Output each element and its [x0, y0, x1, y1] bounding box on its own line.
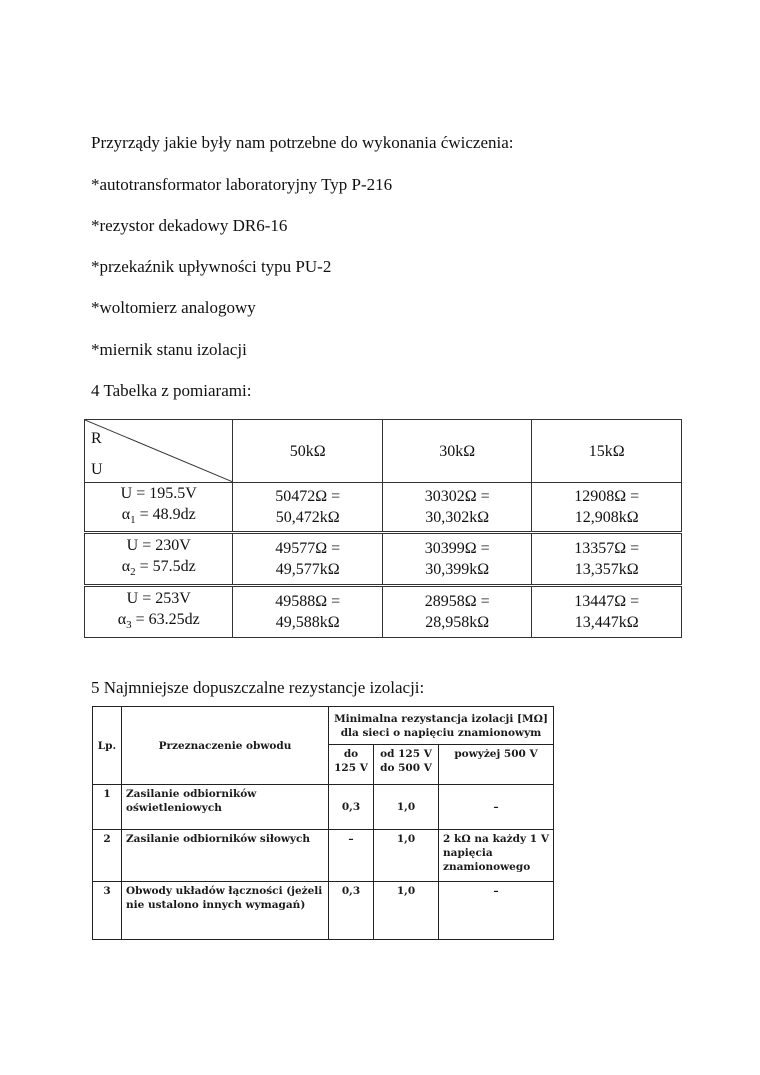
voltage-value: U = 230V — [126, 537, 191, 555]
resistance-cell: 49588Ω = 49,588kΩ — [233, 586, 383, 638]
value-cell: 2 kΩ na każdy 1 V napięcia znamionowego — [439, 829, 554, 881]
voltage-cell — [85, 586, 233, 638]
column-header: 30kΩ — [382, 420, 532, 483]
purpose-cell: Obwody układów łączności (jeżeli nie ustalono innych wymagań) — [122, 881, 329, 939]
value-cell: – — [329, 829, 374, 881]
table-row — [93, 785, 554, 829]
column-header: 50kΩ — [233, 420, 383, 483]
value-cell: 0,3 — [329, 785, 374, 829]
table-row — [85, 533, 682, 586]
corner-label-r: R — [91, 430, 102, 447]
resistance-cell: 30302Ω = 30,302kΩ — [382, 483, 532, 533]
voltage-cell — [85, 483, 233, 533]
value-cell: 0,3 — [329, 881, 374, 939]
corner-label-u: U — [91, 461, 103, 478]
measurement-table — [84, 419, 682, 638]
voltage-value: U = 253V — [126, 590, 191, 608]
table-row — [93, 829, 554, 881]
instrument-item: *przekaźnik upływności typu PU-2 — [91, 257, 332, 276]
resistance-cell: 49577Ω = 49,577kΩ — [233, 533, 383, 586]
voltage-subheader: do 125 V — [329, 745, 374, 785]
resistance-group-header: Minimalna rezystancja izolacji [MΩ] dla sieci o napięciu znamionowym — [329, 707, 554, 745]
instrument-item: *woltomierz analogowy — [91, 298, 256, 317]
value-cell: – — [439, 785, 554, 829]
section-5-heading: 5 Najmniejsze dopuszczalne rezystancje izolacji: — [91, 678, 425, 697]
instrument-item: *autotransformator laboratoryjny Typ P-216 — [91, 175, 393, 194]
instrument-item: *rezystor dekadowy DR6-16 — [91, 216, 288, 235]
insulation-standards-table — [92, 706, 554, 940]
value-cell: 1,0 — [374, 881, 439, 939]
corner-cell — [85, 420, 233, 483]
table-header-row — [93, 707, 554, 745]
alpha-value: $\alpha_2 = 57.5dz$ — [121, 558, 196, 579]
resistance-cell: 13447Ω = 13,447kΩ — [532, 586, 682, 638]
resistance-cell: 30399Ω = 30,399kΩ — [382, 533, 532, 586]
lp-header: Lp. — [93, 707, 122, 785]
purpose-header: Przeznaczenie obwodu — [122, 707, 329, 785]
value-cell: 1,0 — [374, 829, 439, 881]
alpha-value: $\alpha_1 = 48.9dz$ — [121, 506, 196, 527]
voltage-cell — [85, 533, 233, 586]
resistance-cell: 13357Ω = 13,357kΩ — [532, 533, 682, 586]
purpose-cell: Zasilanie odbiorników siłowych — [122, 829, 329, 881]
instrument-item: *miernik stanu izolacji — [91, 340, 247, 359]
resistance-cell: 28958Ω = 28,958kΩ — [382, 586, 532, 638]
voltage-value: U = 195.5V — [120, 485, 197, 502]
resistance-cell: 12908Ω = 12,908kΩ — [532, 483, 682, 533]
purpose-cell: Zasilanie odbiorników oświetleniowych — [122, 785, 329, 829]
lp-cell: 1 — [93, 785, 122, 829]
lp-cell: 2 — [93, 829, 122, 881]
table-header-row — [85, 420, 682, 483]
voltage-subheader: powyżej 500 V — [439, 745, 554, 785]
alpha-value: $\alpha_3 = 63.25dz$ — [117, 611, 200, 632]
table-row — [85, 586, 682, 638]
table-row — [93, 881, 554, 939]
table-row — [85, 483, 682, 533]
lp-cell: 3 — [93, 881, 122, 939]
intro-text: Przyrządy jakie były nam potrzebne do wykonania ćwiczenia: — [91, 133, 514, 152]
resistance-cell: 50472Ω = 50,472kΩ — [233, 483, 383, 533]
voltage-subheader: od 125 V do 500 V — [374, 745, 439, 785]
column-header: 15kΩ — [532, 420, 682, 483]
value-cell: – — [439, 881, 554, 939]
value-cell: 1,0 — [374, 785, 439, 829]
section-4-heading: 4 Tabelka z pomiarami: — [91, 381, 252, 400]
diagonal-divider — [85, 420, 233, 482]
